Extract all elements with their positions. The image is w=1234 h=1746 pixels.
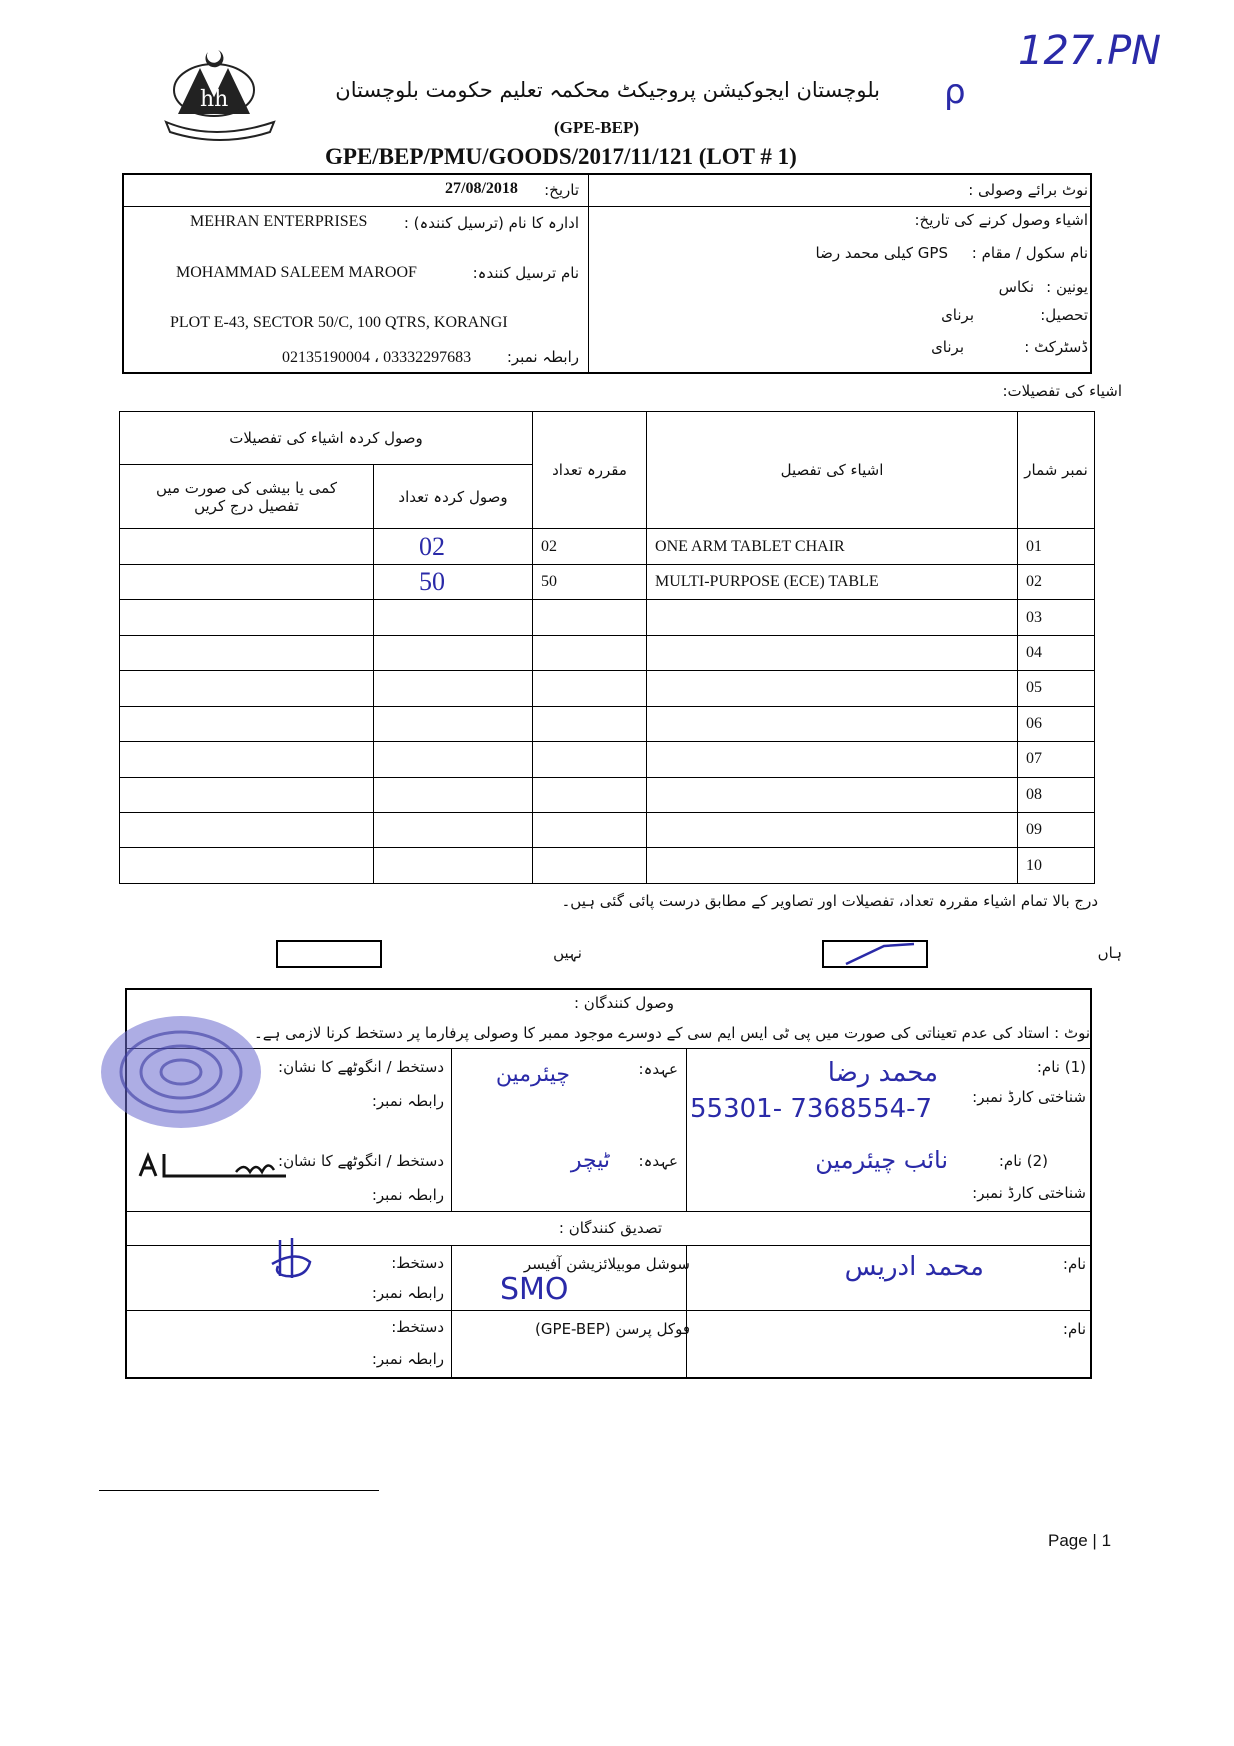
v1-title-value: SMO [500,1272,569,1307]
details-cell [120,635,374,670]
description-cell: ONE ARM TABLET CHAIR [647,529,1018,564]
note-label: نوٹ برائے وصولی : [968,181,1088,199]
required-qty-cell [533,848,647,884]
items-body [120,529,1095,884]
details-cell [120,564,374,599]
received-qty-cell [374,812,533,847]
contact-label: رابطہ نمبر: [506,348,579,366]
received-qty-cell [374,635,533,670]
details-cell [120,777,374,812]
serial-cell: 03 [1018,600,1095,635]
v2-name-label: نام: [1062,1320,1086,1338]
table-row [120,777,1095,812]
tehsil-label: تحصیل: [1040,306,1088,324]
supplier-label: ادارہ کا نام (ترسیل کنندہ) : [403,214,579,232]
sender-label: نام ترسیل کنندہ: [472,264,579,282]
v1-name-label: نام: [1062,1255,1086,1273]
r2-signature [136,1150,296,1180]
receivers-heading: وصول کنندگان : [573,994,674,1012]
header-title: بلوچستان ایجوکیشن پروجیکٹ محکمہ تعلیم حکومت بلوچستان [335,78,880,102]
receiving-date-label: اشیاء وصول کرنے کی تاریخ: [914,211,1088,229]
received-qty-cell [374,706,533,741]
required-qty-cell [533,600,647,635]
received-group-header: وصول کردہ اشیاء کی تفصیلات [120,412,533,465]
reference-number: GPE/BEP/PMU/GOODS/2017/11/121 (LOT # 1) [325,144,797,169]
v2-sign-label: دستخط: [391,1318,444,1336]
received-qty-cell [374,671,533,706]
table-row [120,848,1095,884]
school-value: GPS کیلی محمد رضا [815,244,948,262]
required-qty-cell [533,777,647,812]
serial-cell: 02 [1018,564,1095,599]
r1-name-value: محمد رضا [827,1058,938,1088]
details-cell [120,848,374,884]
serial-cell: 10 [1018,848,1095,884]
table-row [120,671,1095,706]
received-qty-cell: 02 [374,529,533,564]
required-qty-cell [533,742,647,777]
r1-sign-label: دستخط / انگوٹھے کا نشان: [278,1058,444,1076]
verifiers-heading: تصدیق کنندگان : [558,1219,662,1237]
serial-cell: 04 [1018,635,1095,670]
description-cell: MULTI-PURPOSE (ECE) TABLE [647,564,1018,599]
serial-cell: 08 [1018,777,1095,812]
details-cell [120,671,374,706]
r2-contact-label: رابطہ نمبر: [371,1186,444,1204]
school-label: نام سکول / مقام : [971,244,1088,262]
table-row [120,600,1095,635]
v1-signature [266,1236,322,1286]
page-number: Page | 1 [1048,1531,1112,1550]
description-header: اشیاء کی تفصیل [647,412,1018,529]
serial-cell: 07 [1018,742,1095,777]
date-label: تاریخ: [544,181,579,199]
serial-cell: 05 [1018,671,1095,706]
org-code: (GPE-BEP) [554,118,639,137]
r1-name-label: (1) نام: [1036,1058,1086,1076]
v1-name-value: محمد ادریس [844,1252,984,1282]
details-cell [120,529,374,564]
r2-cnic-label: شناختی کارڈ نمبر: [972,1184,1086,1202]
date-value: 27/08/2018 [445,180,518,197]
required-qty-header: مقررہ تعداد [533,412,647,529]
r2-name-label: (2) نام: [998,1152,1048,1170]
required-qty-cell [533,635,647,670]
serial-cell: 09 [1018,812,1095,847]
union-value: نکاس [998,278,1034,296]
received-qty-cell [374,848,533,884]
r2-designation-label: عہدہ: [638,1152,678,1170]
description-cell [647,777,1018,812]
required-qty-cell [533,706,647,741]
required-qty-cell: 50 [533,564,647,599]
r2-designation-value: ٹیچر [570,1148,610,1173]
table-row [120,564,1095,599]
received-qty-cell [374,777,533,812]
address-value: PLOT E-43, SECTOR 50/C, 100 QTRS, KORANGI [170,314,508,331]
table-row [120,529,1095,564]
yes-checkbox[interactable] [822,940,928,968]
no-label: نہیں [553,944,582,962]
v1-sign-label: دستخط: [391,1254,444,1272]
r1-cnic-label: شناختی کارڈ نمبر: [972,1088,1086,1106]
district-value: برنای [931,338,964,356]
items-table [119,411,1095,884]
r2-name-value: نائب چیئرمین [815,1146,948,1174]
v1-contact-label: رابطہ نمبر: [371,1284,444,1302]
margin-note: 127.PN [1018,28,1162,74]
r2-sign-label: دستخط / انگوٹھے کا نشان: [278,1152,444,1170]
contact-value: 02135190004 ، 03332297683 [282,349,472,366]
received-qty-cell: 50 [374,564,533,599]
required-qty-cell [533,671,647,706]
table-row [120,706,1095,741]
serial-cell: 01 [1018,529,1095,564]
r1-designation-value: چیئرمین [495,1062,570,1087]
description-cell [647,635,1018,670]
received-qty-cell [374,600,533,635]
required-qty-cell: 02 [533,529,647,564]
received-qty-header: وصول کردہ تعداد [374,464,533,529]
thumbprint-icon [96,1012,266,1132]
receivers-note: نوٹ : استاد کی عدم تعیناتی کی صورت میں پی ٹی ایس ایم سی کے دوسرے موجود ممبر کا وصولی پرفارما پر دستخط کرنا لازمی ہے۔ [253,1024,1090,1042]
margin-mark-icon: ρ [944,72,966,112]
details-cell [120,742,374,777]
r1-designation-label: عہدہ: [638,1060,678,1078]
logo [160,44,280,144]
required-qty-cell [533,812,647,847]
description-cell [647,600,1018,635]
details-cell [120,812,374,847]
items-heading: اشیاء کی تفصیلات: [1002,382,1122,400]
received-qty-cell [374,742,533,777]
confirmation-statement: درج بالا تمام اشیاء مقررہ تعداد، تفصیلات اور تصاویر کے مطابق درست پائی گئی ہیں۔ [561,892,1098,910]
v2-title: فوکل پرسن (GPE-BEP) [535,1320,690,1338]
v2-contact-label: رابطہ نمبر: [371,1350,444,1368]
no-checkbox[interactable] [276,940,382,968]
table-row [120,742,1095,777]
tehsil-value: برنای [941,306,974,324]
table-row [120,812,1095,847]
description-cell [647,671,1018,706]
description-cell [647,848,1018,884]
table-row [120,635,1095,670]
yes-label: ہاں [1097,944,1122,962]
description-cell [647,812,1018,847]
r1-contact-label: رابطہ نمبر: [371,1092,444,1110]
svg-text:hh: hh [200,87,229,112]
district-label: ڈسٹرکٹ : [1024,338,1088,356]
union-label: یونین : [1046,278,1088,296]
sender-value: MOHAMMAD SALEEM MAROOF [176,264,417,281]
details-cell [120,706,374,741]
description-cell [647,706,1018,741]
v1-title: سوشل موبیلائزیشن آفیسر [523,1255,690,1273]
details-cell [120,600,374,635]
r1-cnic-value: 55301- 7368554-7 [690,1094,933,1124]
description-cell [647,742,1018,777]
shortage-details-header: کمی یا بیشی کی صورت میں تفصیل درج کریں [120,464,374,529]
footnote-rule [99,1490,379,1491]
serial-cell: 06 [1018,706,1095,741]
serial-header: نمبر شمار [1018,412,1095,529]
supplier-value: MEHRAN ENTERPRISES [190,213,368,230]
